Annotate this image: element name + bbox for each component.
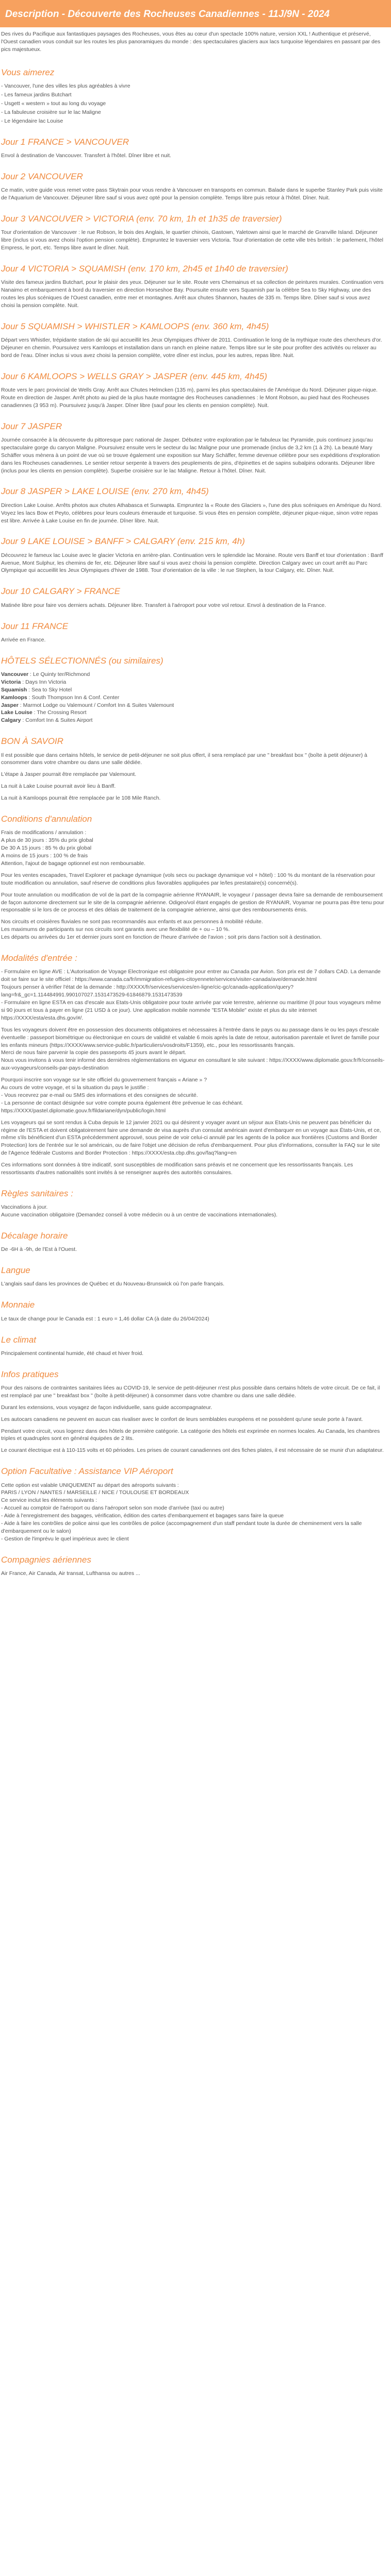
cancellation-paragraph: Nos circuits et croisières fluviales ne sont pas recommandés aux enfants et aux personnes à mobilité réduite. Les maximums de participants sur nos circuits sont garantis avec une flexibilité de + ou – 10 %. Les départs ou arrivées du 1er et dernier jours sont en fonction de l'heure d'arrivée de l'avion ; soit pris dans l'action soit à destination. [1, 919, 322, 941]
hotel-name: Comfort Inn & Suites Airport [25, 717, 93, 724]
good-to-know-paragraph: Il est possible que dans certains hôtels, le service de petit-déjeuner ne soit plus offert, il sera remplacé par une " breakfast box " (boîte à petit déjeuner) à consommer dans votre chambre ou dans une salle dédiée. [1, 752, 367, 766]
intro-text: Des rives du Pacifique aux fantastiques paysages des Rocheuses, vous êtes au cœur d'un spectacle 100% nature, version XXL ! Authentique et préservé, l'Ouest canadien vous conduit sur les routes les plus panoramiques du monde : des spectaculaires glaciers aux lacs turquoise légendaires en passant par des pics majestueux. [1, 31, 381, 53]
main-content [0, 30, 391, 1578]
hotel-row: Squamish : Sea to Sky Hotel [1, 686, 72, 693]
hotel-name: Days Inn Victoria [25, 679, 67, 685]
day-description: Route vers le parc provincial de Wells Gray. Arrêt aux Chutes Helmcken (135 m), parmi les plus spectaculaires de l'Amérique du Nord. Déjeuner pique-nique. Route en direction de Jasper. Arrêt photo au pied de la plus haute montagne des Rocheuses canadiennes : le Mont Robson, au pied haut des Rocheuses canadiennes (3 953 m). Poursuivez jusqu'à Jasper. Dîner libre (sauf pour les clients en pension complète). Nuit. [1, 386, 378, 409]
cancellation-paragraph: Frais de modifications / annulation : A plus de 30 jours : 35% du prix global De 30 A 15 jours : 85 % du prix global A moins de 15 jours : 100 % de frais Attention, l'ajout de bagage optionnel est non remboursable. [1, 829, 145, 867]
day-heading: Jour 10 CALGARY > FRANCE [1, 586, 121, 597]
language-paragraph: L'anglais sauf dans les provinces de Québec et du Nouveau-Brunswick où l'on parle français. [1, 1281, 225, 1287]
day-description: Matinée libre pour faire vos derniers achats. Déjeuner libre. Transfert à l'aéroport pour votre vol retour. Envol à destination de la France. [1, 602, 326, 608]
good-to-know-paragraph: L'étape à Jasper pourrait être remplacée par Valemount. [1, 771, 137, 778]
day-description: Tour d'orientation de Vancouver : le rue Robson, le bois des Anglais, le quartier chinois, Gastown, Yaletown ainsi que le marché de Granville Island. Déjeuner libre (inclus si vous avez choisi l'option pension complète). Empruntez le traversier vers Victoria. Tour d'orientation de cette ville très british : le parlement, l'hôtel Empress, le port, etc. Temps libre avant le dîner. Nuit. [1, 229, 383, 251]
entry-paragraph: Tous les voyageurs doivent être en possession des documents obligatoires et nécessaires à l'entrée dans le pays ou au passage dans le ou les pays d'escale éventuelle : passeport biométrique ou électronique en cours de validité et valable 6 mois après la date de retour, autorisation parentale et livret de famille pour les enfants mineurs (https://XXXX/www.service-public.fr/particuliers/vosdroits/F1359), etc., pour les ressortissants français. Merci de nous faire parvenir la copie des passeports 45 jours avant le départ. Nous vous invitons à vous tenir informé des dernières réglementations en vigueur en consultant le site suivant : https://XXXX/www.diplomatie.gouv.fr/fr/conseils-aux-voyageurs/conseils-par-pays-destination [1, 1026, 385, 1072]
highlight-item: - La fabuleuse croisière sur le lac Maligne [1, 109, 101, 115]
day-heading: Jour 5 SQUAMISH > WHISTLER > KAMLOOPS (env. 360 km, 4h45) [1, 321, 269, 331]
vip-heading: Option Facultative : Assistance VIP Aéroport [1, 1466, 173, 1477]
highlights-heading: Vous aimerez [1, 67, 55, 77]
day-heading: Jour 9 LAKE LOUISE > BANFF > CALGARY (env. 215 km, 4h) [1, 536, 245, 547]
airlines-heading: Compagnies aériennes [1, 1554, 91, 1565]
practical-paragraph: Pour des raisons de contraintes sanitaires liées au COVID-19, le service de petit-déjeuner n'est plus possible dans certains hôtels de votre circuit. De ce fait, il est remplacé par une " breakfast box " (boîte à petit-déjeuner) à consommer dans votre chambre ou dans une salle dédiée. [1, 1384, 380, 1399]
hotel-name: Sea to Sky Hotel [31, 686, 72, 693]
cancellation-paragraph: Pour les ventes escapades, Travel Explorer et package dynamique (vols secs ou package dynamique vol + hôtel) : 100 % du montant de la réservation pour toute modification ou annulation, sauf réserve de conditions plus favorables appliquées par le/les prestataire(s) concerné(s). [1, 872, 376, 886]
day-heading: Jour 3 VANCOUVER > VICTORIA (env. 70 km, 1h et 1h35 de traversier) [1, 213, 282, 224]
time-diff-paragraph: De -6H à -9h, de l'Est à l'Ouest. [1, 1246, 77, 1253]
day-heading: Jour 6 KAMLOOPS > WELLS GRAY > JASPER (env. 445 km, 4h45) [1, 371, 267, 381]
hotel-city: Calgary [1, 717, 21, 724]
page-title: Description - Découverte des Rocheuses Canadiennes - 11J/9N - 2024 [5, 9, 330, 20]
good-to-know-paragraph: La nuit à Lake Louise pourrait avoir lieu à Banff. [1, 783, 116, 790]
entry-paragraph: Les voyageurs qui se sont rendus à Cuba depuis le 12 janvier 2021 ou qui désirent y voyager avant un séjour aux Etats-Unis ne peuvent pas bénéficier du régime de l'ESTA et doivent obligatoirement faire une demande de visa auprès d'un consulat américain avant d'embarquer en un voyage aux États-Unis, et ce, même s'ils bénéficient d'un ESTA précédemment approuvé, sous peine de voir celui-ci annulé par les agents de la police aux frontières (Customs and Border Protection) lors de l'entrée sur le sol américain, ou de faire l'objet une décision de refus d'embarquement. Pour plus d'informations, consulter la FAQ sur le site de l'Agence fédérale Customs and Border Protection : https://XXXX/esta.cbp.dhs.gov/faq?lang=en [1, 1119, 381, 1157]
hotel-city: Lake Louise [1, 709, 32, 716]
day-description: Direction Lake Louise. Arrêts photos aux chutes Athabasca et Sunwapta. Empruntez la « Route des Glaciers », l'une des plus scéniques en Amérique du Nord. Voyez les lacs Bow et Peyto, célèbres pour leurs couleurs émeraude et turquoise. Si vous êtes en pension complète, déjeuner pique-nique, sinon votre repas est libre. Arrivée à Lake Louise en fin de journée. Dîner libre. Nuit. [1, 502, 382, 524]
practical-paragraph: Pendant votre circuit, vous logerez dans des hôtels de première catégorie. La catégorie des hôtels est exprimée en normes locales. Au Canada, les chambres triples et quadruples sont en général équipées de 2 lits. [1, 1428, 380, 1442]
day-description: Arrivée en France. [1, 636, 46, 643]
hotel-name: South Thompson Inn & Conf. Center [31, 694, 120, 701]
title-banner [0, 0, 391, 27]
airlines-paragraph: Air France, Air Canada, Air transat, Lufthansa ou autres ... [1, 1570, 140, 1577]
hotel-row: Vancouver : Le Quinty ter/Richmond [1, 671, 90, 677]
good-to-know-paragraph: La nuit à Kamloops pourrait être remplacée par le 108 Mile Ranch. [1, 795, 161, 802]
climate-heading: Le climat [1, 1334, 37, 1345]
hotel-city: Squamish [1, 686, 27, 693]
day-heading: Jour 4 VICTORIA > SQUAMISH (env. 170 km, 2h45 et 1h40 de traversier) [1, 263, 288, 274]
day-description: Découvrez le fameux lac Louise avec le glacier Victoria en arrière-plan. Continuation vers le splendide lac Moraine. Route vers Banff et tour d'orientation : Banff Avenue, Mont Sulphur, les chemins de fer, etc. Déjeuner libre sauf si vous avez choisi la pension complète. Direction Calgary avec un court arrêt au Parc Olympique qui accueillit les Jeux Olympiques d'hiver de 1988. Tour d'orientation de la ville : le rue Stephen, la tour Calgary, etc. Dîner. Nuit. [1, 552, 383, 574]
info-sections [1, 736, 385, 1578]
hotel-city: Jasper [1, 702, 19, 708]
entry-heading: Modalités d'entrée : [1, 953, 77, 963]
language-heading: Langue [1, 1265, 30, 1276]
day-description: Journée consacrée à la découverte du pittoresque parc national de Jasper. Débutez votre exploration par le fabuleux lac Pyramide, puis continuez jusqu'au spectaculaire gorge du canyon Maligne. Poursuivez ensuite vers le secteur du lac Maligne pour une promenade (inclus de 3,2 km (1 à 2h). La beauté Mary Schäffer vous mènera à un point de vue où se trouve également une exposition sur Mary Schäffer, femme devenue célèbre pour ses expéditions d'exploration dans les Rocheuses canadiennes. Le sentier retour serpente à travers des peuplements de pins, d'épinettes et de sapins subalpins odorants. Déjeuner libre (inclus pour les clients en pension complète). Superbe croisière sur le lac Maligne. Retour à l'hôtel. Dîner. Nuit. [1, 436, 380, 474]
day-description: Envol à destination de Vancouver. Transfert à l'hôtel. Dîner libre et nuit. [1, 152, 171, 159]
highlight-item: - Le légendaire lac Louise [1, 117, 63, 124]
hotel-city: Victoria [1, 679, 21, 685]
hotel-row: Kamloops : South Thompson Inn & Conf. Center [1, 694, 120, 701]
health-paragraph: Vaccinations à jour. Aucune vaccination obligatoire (Demandez conseil à votre médecin ou à un centre de vaccinations internationales). [1, 1204, 278, 1218]
time-diff-heading: Décalage horaire [1, 1231, 68, 1241]
cancellation-heading: Conditions d'annulation [1, 814, 92, 824]
vip-paragraph: Cette option est valable UNIQUEMENT au départ des aéroports suivants : PARIS / LYON / NANTES / MARSEILLE / NICE / TOULOUSE ET BORDEAUX Ce service inclut les éléments suivants : - Accueil au comptoir de l'aéroport ou dans l'aéroport selon son mode d'arrivée (taxi ou autre) - Aide à l'enregistrement des bagages, vérification, édition des cartes d'embarquement et bagages sans faire la queue - Aide à faire les contrôles de police ainsi que les contrôles de police (accompagnement d'un staff pendant toute la durée de cheminement vers la salle d'embarquement ou le salon) - Gestion de l'imprévu le quel impérieux avec le client [1, 1482, 362, 1542]
practical-paragraph: Les autocars canadiens ne peuvent en aucun cas rivaliser avec le confort de leurs semblables européens et ne possèdent qu'une seule porte à l'avant. [1, 1416, 363, 1422]
health-heading: Règles sanitaires : [1, 1189, 73, 1199]
practical-paragraph: Durant les extensions, vous voyagez de façon individuelle, sans guide accompagnateur. [1, 1404, 213, 1411]
climate-paragraph: Principalement continental humide, été chaud et hiver froid. [1, 1350, 144, 1357]
hotel-row: Lake Louise : The Crossing Resort [1, 709, 87, 716]
hotels-heading: HÔTELS SÉLECTIONNÉS (ou similaires) [1, 655, 164, 666]
good-to-know-heading: BON À SAVOIR [1, 736, 63, 747]
entry-paragraph: - Formulaire en ligne AVE : L'Autorisation de Voyage Electronique est obligatoire pour entrer au Canada par Avion. Son prix est de 7 dollars CAD. La demande doit se faire sur le site officiel : https://www.canada.ca/fr/immigration-refugies-citoyennete/services/visiter-canada/ave/demande.html Toujours penser à vérifier l'état de la demande : http://XXXX/fr/services/services/en-ligne/cic-gc/canada-application/query?lang=fr&_gc=1.114484991.990107027.1531473529-61846879.1531473539 - Formulaire en ligne ESTA en cas d'escale aux Etats-Unis obligatoire pour toute arrivée par voie terrestre, aérienne ou maritime (Il pour tous voyageurs même si 90 jours et tous à payer en ligne (21 USD à ce jour). Une application mobile nommée "ESTA Mobile" existe et plus du site internet https://XXXX/esta/esta.dhs.gov/#/. [1, 969, 381, 1021]
currency-paragraph: Le taux de change pour le Canada est : 1 euro = 1,46 dollar CA (à date du 26/04/2024) [1, 1315, 209, 1322]
day-heading: Jour 11 FRANCE [1, 621, 69, 631]
day-description: Départ vers Whistler, trépidante station de ski qui accueillit les Jeux Olympiques d'hiver de 2011. Continuation le long de la mythique route des chercheurs d'or. Déjeuner en chemin. Poursuivez vers Kamloops et installation dans un ranch en pleine nature. Temps libre sur le site pour profiter des activités ou relaxer au bord de l'eau. Dîner inclus si vous avez choisi la pension complète, votre dîner est inclus, pour les autres, repas libre. Nuit. [1, 336, 382, 359]
highlight-item: - Usgett « western » tout au long du voyage [1, 100, 106, 107]
hotel-row: Victoria : Days Inn Victoria [1, 679, 67, 685]
highlight-item: - Vancouver, l'une des villes les plus agréables à vivre [1, 83, 131, 90]
highlight-item: - Les fameux jardins Butchart [1, 92, 72, 98]
practical-paragraph: Le courant électrique est à 110-115 volts et 60 périodes. Les prises de courant canadiennes ont des fiches plates, il est nécessaire de se munir d'un adaptateur. [1, 1447, 384, 1454]
hotels-list [1, 671, 385, 724]
entry-paragraph: Ces informations sont données à titre indicatif, sont susceptibles de modification sans préavis et ne concernent que les ressortissants français. Les ressortissants d'autres nationalités sont invités à se renseigner auprès des autorités consulaires. [1, 1162, 353, 1176]
currency-heading: Monnaie [1, 1300, 35, 1310]
day-heading: Jour 8 JASPER > LAKE LOUISE (env. 270 km, 4h45) [1, 486, 209, 497]
hotel-name: Marmot Lodge ou Valemount / Comfort Inn & Suites Valemount [23, 702, 174, 708]
cancellation-paragraph: Pour toute annulation ou modification de vol de la part de la compagnie aérienne RYANAIR, le voyageur / passager devra faire sa demande de remboursement de façon autonome directement sur le site de la compagnie aérienne. Odigeo/vol étant engagés de gestion de RYANAIR, Voyamar ne pourra pas être tenu pour responsable si le lors de ce process et des délais de traitement de la compagnie aérienne, ainsi que des remboursements émis. [1, 891, 384, 913]
practical-heading: Infos pratiques [1, 1369, 59, 1379]
hotel-city: Vancouver [1, 671, 29, 677]
hotel-row: Jasper : Marmot Lodge ou Valemount / Comfort Inn & Suites Valemount [1, 702, 174, 708]
itinerary [1, 137, 385, 644]
hotel-row: Calgary : Comfort Inn & Suites Airport [1, 717, 93, 724]
hotel-name: Le Quinty ter/Richmond [32, 671, 90, 677]
hotel-name: The Crossing Resort [37, 709, 87, 716]
highlights-list [1, 82, 385, 125]
entry-paragraph: Pourquoi inscrire son voyage sur le site officiel du gouvernement français « Ariane » ? Au cours de votre voyage, et si la situation du pays le justifie : - Vous recevrez par e-mail ou SMS des informations et des consignes de sécurité. - La personne de contact désignée sur votre compte pourra également être prévenue le cas échéant. https://XXXX/pastel.diplomatie.gouv.fr/fildariane/dyn/public/login.html [1, 1077, 243, 1114]
hotel-city: Kamloops [1, 694, 27, 701]
day-description: Visite des fameux jardins Butchart, pour le plaisir des yeux. Déjeuner sur le site. Route vers Chemainus et sa collection de peintures murales. Continuation vers Nanaimo et embarquement à bord du traversier en direction Horseshoe Bay. Poursuite ensuite vers Squamish par la célèbre Sea to Sky Highway, une des routes les plus scéniques de l'Ouest canadien, entre mer et montagnes. Arrêt aux chutes Shannon, hautes de 335 m. Temps libre. Dîner sauf si vous avez choisi la pension complète. Nuit. [1, 279, 384, 309]
day-heading: Jour 2 VANCOUVER [1, 171, 83, 181]
day-heading: Jour 7 JASPER [1, 421, 62, 431]
day-heading: Jour 1 FRANCE > VANCOUVER [1, 137, 129, 147]
day-description: Ce matin, votre guide vous remet votre pass Skytrain pour vous rendre à Vancouver en transports en commun. Balade dans le superbe Stanley Park puis visite de l'Aquarium de Vancouver. Déjeuner libre sauf si vous avez opté pour la pension complète. Temps libre puis retour à l'hôtel. Dîner. Nuit. [1, 187, 383, 201]
